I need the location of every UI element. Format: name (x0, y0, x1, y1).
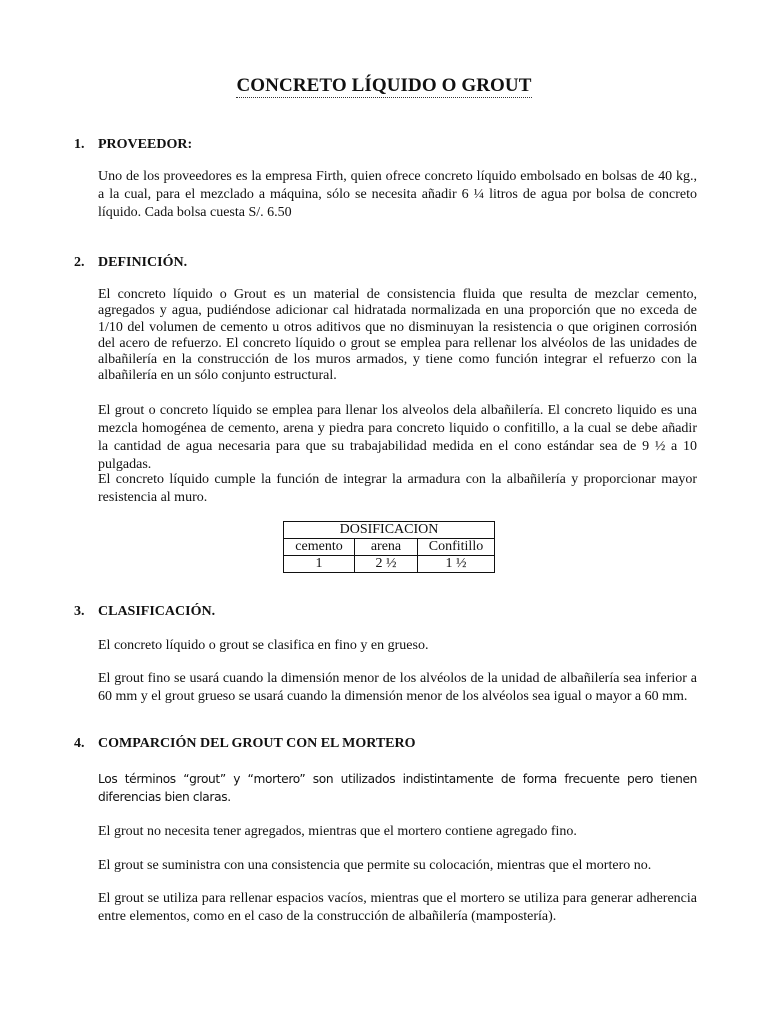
table-value-cell: 2 ½ (355, 556, 418, 573)
table-value-cell: 1 (284, 556, 355, 573)
paragraph-definicion-1: El concreto líquido o Grout es un material de consistencia fluida que resulta de mezclar cemento, agregados y agua, pudiéndose adicionar cal hidratada normalizada en una proporción que no exceda de 1/10 del volumen de cemento u otros aditivos que no disminuyan la resistencia o que originen corrosión del acero de refuerzo. El concreto líquido o grout se emplea para rellenar los alvéolos de las unidades de albañilería en la construcción de los muros armados, y tiene como función integrar el refuerzo con la albañilería en un sólo conjunto estructural. (98, 287, 697, 384)
section-title: PROVEEDOR: (98, 137, 193, 152)
table-header-cell: Confitillo (418, 539, 495, 556)
paragraph-comparacion-2: El grout no necesita tener agregados, mientras que el mortero contiene agregado fino. (98, 824, 577, 839)
paragraph-proveedor: Uno de los proveedores es la empresa Firth, quien ofrece concreto líquido embolsado en bolsas de 40 kg., a la cual, para el mezclado a máquina, sólo se necesita añadir 6 ¼ litros de agua por bolsa de concreto líquido. Cada bolsa cuesta S/. 6.50 (98, 169, 697, 220)
section-heading-definicion (74, 255, 187, 271)
paragraph-comparacion-4: El grout se utiliza para rellenar espacios vacíos, mientras que el mortero se utiliza para generar adherencia entre elementos, como en el caso de la construcción de albañilería (mampostería). (98, 891, 697, 924)
dosificacion-table (283, 521, 495, 573)
section-number: 4. (74, 736, 85, 751)
page-title (0, 75, 768, 97)
paragraph-comparacion-3: El grout se suministra con una consistencia que permite su colocación, mientras que el mortero no. (98, 858, 652, 873)
section-title: CLASIFICACIÓN. (98, 604, 216, 619)
paragraph-clasificacion-1: El concreto líquido o grout se clasifica en fino y en grueso. (98, 638, 429, 653)
page-title-text: CONCRETO LÍQUIDO O GROUT (236, 75, 532, 96)
section-heading-proveedor (74, 137, 192, 153)
table-title-cell: DOSIFICACION (284, 522, 495, 539)
section-title: DEFINICIÓN. (98, 255, 188, 270)
section-number: 3. (74, 604, 85, 619)
paragraph-definicion-3: El concreto líquido cumple la función de integrar la armadura con la albañilería y proporcionar mayor resistencia al muro. (98, 472, 697, 505)
paragraph-definicion-2: El grout o concreto líquido se emplea para llenar los alveolos dela albañilería. El concreto liquido es una mezcla homogénea de cemento, arena y piedra para concreto liquido o confitillo, a la cual se debe añadir la cantidad de agua necesaria para que su trabajabilidad medida en el cono estándar sea de 9 ½ a 10 pulgadas. (98, 403, 697, 472)
section-number: 1. (74, 137, 85, 152)
paragraph-comparacion-1: Los términos “grout” y “mortero” son utilizados indistintamente de forma frecuente pero tienen diferencias bien claras. (98, 772, 697, 804)
table-value-cell: 1 ½ (418, 556, 495, 573)
table-row (284, 556, 495, 573)
paragraph-clasificacion-2: El grout fino se usará cuando la dimensión menor de los alvéolos de la unidad de albañilería sea inferior a 60 mm y el grout grueso se usará cuando la dimensión menor de los alvéolos sea igual o mayor a 60 mm. (98, 671, 697, 704)
table-header-cell: arena (355, 539, 418, 556)
section-number: 2. (74, 255, 85, 270)
table-header-cell: cemento (284, 539, 355, 556)
table-row (284, 522, 495, 539)
section-heading-comparacion (74, 736, 416, 752)
table-row (284, 539, 495, 556)
section-heading-clasificacion (74, 604, 215, 620)
section-title: COMPARCIÓN DEL GROUT CON EL MORTERO (98, 736, 416, 751)
